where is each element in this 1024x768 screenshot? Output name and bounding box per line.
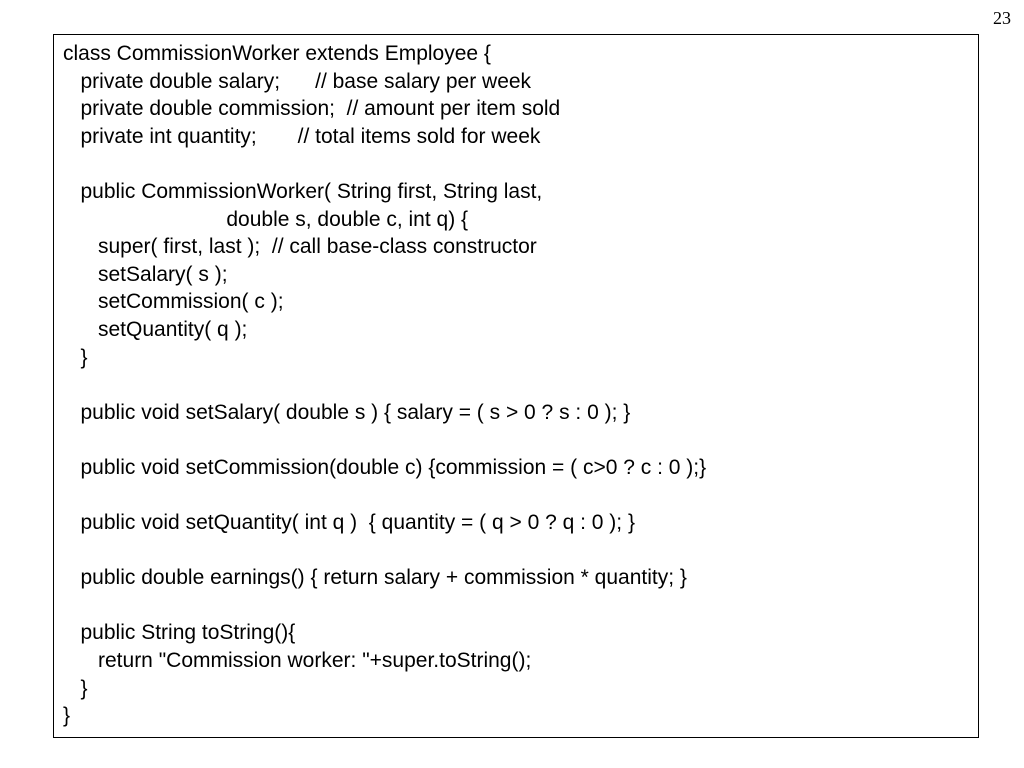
- code-line: [63, 426, 978, 454]
- code-line: public void setCommission(double c) {commission = ( c>0 ? c : 0 );}: [63, 455, 707, 479]
- code-line: public void setSalary( double s ) { salary = ( s > 0 ? s : 0 ); }: [63, 400, 631, 424]
- code-listing-box: [53, 34, 979, 738]
- code-line: public void setQuantity( int q ) { quantity = ( q > 0 ? q : 0 ); }: [63, 511, 635, 535]
- code-line: [63, 371, 978, 399]
- code-line: }: [63, 704, 71, 728]
- code-line: }: [63, 345, 88, 369]
- code-line: public CommissionWorker( String first, String last,: [63, 179, 543, 203]
- code-line: return "Commission worker: "+super.toString();: [63, 649, 532, 673]
- code-line: [63, 592, 978, 620]
- code-line: double s, double c, int q) {: [63, 207, 469, 231]
- code-line: }: [63, 676, 88, 700]
- code-line: setSalary( s );: [63, 262, 228, 286]
- code-line: public double earnings() { return salary + commission * quantity; }: [63, 566, 687, 590]
- code-line: public String toString(){: [63, 621, 296, 645]
- code-line: private int quantity; // total items sold for week: [63, 124, 541, 148]
- code-line: setCommission( c );: [63, 290, 284, 314]
- code-line: [63, 537, 978, 565]
- code-line: [63, 150, 978, 178]
- code-line: super( first, last ); // call base-class constructor: [63, 235, 537, 259]
- page-number: 23: [993, 8, 1011, 28]
- code-line: setQuantity( q );: [63, 317, 248, 341]
- code-line: private double salary; // base salary per week: [63, 69, 532, 93]
- code-line: [63, 482, 978, 510]
- code-line: class CommissionWorker extends Employee {: [63, 42, 491, 65]
- code-line: private double commission; // amount per item sold: [63, 97, 561, 121]
